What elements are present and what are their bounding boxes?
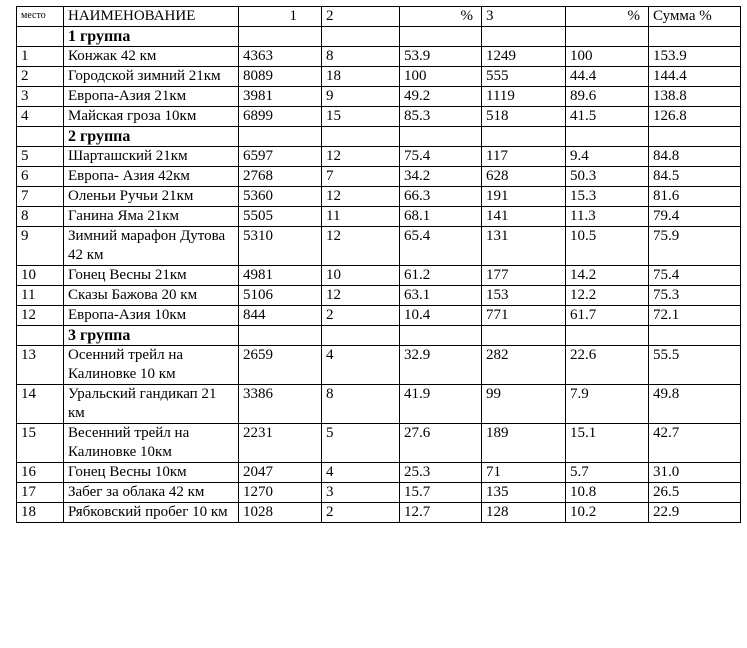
- table-row: [17, 385, 741, 424]
- cell-col3: 141: [482, 207, 566, 227]
- cell-col3: 153: [482, 286, 566, 306]
- cell-pct1: 12.7: [400, 503, 482, 523]
- cell-col3: 1119: [482, 87, 566, 107]
- cell-sum: 72.1: [649, 306, 741, 326]
- header-col2: 2: [322, 7, 400, 27]
- cell-name: Уральский гандикап 21 км: [64, 385, 239, 424]
- cell-col1: 844: [239, 306, 322, 326]
- cell-place: 3: [17, 87, 64, 107]
- cell-col3: 135: [482, 483, 566, 503]
- cell-col1: 8089: [239, 67, 322, 87]
- cell-name: Конжак 42 км: [64, 47, 239, 67]
- cell-place: 15: [17, 424, 64, 463]
- cell-sum: 42.7: [649, 424, 741, 463]
- table-row: [17, 207, 741, 227]
- header-col1: 1: [239, 7, 322, 27]
- group-empty-cell: [400, 127, 482, 147]
- cell-pct2: 61.7: [566, 306, 649, 326]
- cell-col1: 4363: [239, 47, 322, 67]
- cell-col3: 99: [482, 385, 566, 424]
- cell-pct1: 34.2: [400, 167, 482, 187]
- cell-col3: 1249: [482, 47, 566, 67]
- header-col3: 3: [482, 7, 566, 27]
- cell-place: 5: [17, 147, 64, 167]
- cell-place: 16: [17, 463, 64, 483]
- cell-name: Рябковский пробег 10 км: [64, 503, 239, 523]
- group-empty-cell: [239, 127, 322, 147]
- cell-pct1: 41.9: [400, 385, 482, 424]
- cell-col3: 555: [482, 67, 566, 87]
- cell-col3: 518: [482, 107, 566, 127]
- cell-col2: 3: [322, 483, 400, 503]
- cell-col1: 2231: [239, 424, 322, 463]
- cell-pct1: 65.4: [400, 227, 482, 266]
- cell-sum: 79.4: [649, 207, 741, 227]
- group-title: 1 группа: [64, 27, 239, 47]
- cell-col2: 11: [322, 207, 400, 227]
- cell-sum: 75.4: [649, 266, 741, 286]
- cell-name: Шарташский 21км: [64, 147, 239, 167]
- cell-col2: 5: [322, 424, 400, 463]
- cell-sum: 55.5: [649, 346, 741, 385]
- header-sum: Сумма %: [649, 7, 741, 27]
- cell-col3: 189: [482, 424, 566, 463]
- header-name: НАИМЕНОВАНИЕ: [64, 7, 239, 27]
- cell-name: Городской зимний 21км: [64, 67, 239, 87]
- cell-pct2: 5.7: [566, 463, 649, 483]
- header-place: место: [17, 7, 64, 27]
- cell-col2: 15: [322, 107, 400, 127]
- table-row: [17, 306, 741, 326]
- cell-sum: 126.8: [649, 107, 741, 127]
- table-row: [17, 286, 741, 306]
- cell-place: 7: [17, 187, 64, 207]
- cell-col3: 771: [482, 306, 566, 326]
- cell-place: 17: [17, 483, 64, 503]
- group-place-empty: [17, 27, 64, 47]
- table-row: [17, 503, 741, 523]
- cell-col2: 12: [322, 286, 400, 306]
- cell-name: Зимний марафон Дутова 42 км: [64, 227, 239, 266]
- cell-col1: 6597: [239, 147, 322, 167]
- cell-sum: 144.4: [649, 67, 741, 87]
- table-row: [17, 187, 741, 207]
- group-empty-cell: [400, 326, 482, 346]
- cell-col2: 8: [322, 385, 400, 424]
- cell-name: Весенний трейл на Калиновке 10км: [64, 424, 239, 463]
- cell-col3: 191: [482, 187, 566, 207]
- group-empty-cell: [649, 326, 741, 346]
- cell-sum: 75.9: [649, 227, 741, 266]
- group-empty-cell: [649, 127, 741, 147]
- group-empty-cell: [322, 127, 400, 147]
- table-row: [17, 67, 741, 87]
- cell-col2: 8: [322, 47, 400, 67]
- cell-pct1: 25.3: [400, 463, 482, 483]
- cell-pct2: 50.3: [566, 167, 649, 187]
- header-pct2: %: [566, 7, 649, 27]
- cell-pct2: 12.2: [566, 286, 649, 306]
- cell-name: Европа- Азия 42км: [64, 167, 239, 187]
- cell-pct1: 32.9: [400, 346, 482, 385]
- cell-col3: 282: [482, 346, 566, 385]
- cell-pct1: 75.4: [400, 147, 482, 167]
- cell-col1: 1028: [239, 503, 322, 523]
- table-row: [17, 87, 741, 107]
- group-title: 2 группа: [64, 127, 239, 147]
- group-empty-cell: [482, 27, 566, 47]
- cell-name: Гонец Весны 21км: [64, 266, 239, 286]
- cell-col1: 2768: [239, 167, 322, 187]
- table-row: [17, 47, 741, 67]
- cell-pct2: 11.3: [566, 207, 649, 227]
- cell-col3: 177: [482, 266, 566, 286]
- cell-pct1: 10.4: [400, 306, 482, 326]
- group-empty-cell: [322, 27, 400, 47]
- cell-sum: 49.8: [649, 385, 741, 424]
- table-row: [17, 266, 741, 286]
- cell-col3: 117: [482, 147, 566, 167]
- cell-col3: 628: [482, 167, 566, 187]
- cell-sum: 26.5: [649, 483, 741, 503]
- cell-col2: 2: [322, 306, 400, 326]
- group-empty-cell: [482, 127, 566, 147]
- group-empty-cell: [239, 326, 322, 346]
- cell-place: 14: [17, 385, 64, 424]
- cell-sum: 22.9: [649, 503, 741, 523]
- cell-pct1: 100: [400, 67, 482, 87]
- cell-pct2: 15.1: [566, 424, 649, 463]
- group-row: [17, 127, 741, 147]
- cell-pct2: 10.5: [566, 227, 649, 266]
- cell-col1: 5106: [239, 286, 322, 306]
- table-row: [17, 227, 741, 266]
- cell-col2: 12: [322, 147, 400, 167]
- group-place-empty: [17, 127, 64, 147]
- cell-col3: 128: [482, 503, 566, 523]
- cell-name: Сказы Бажова 20 км: [64, 286, 239, 306]
- group-empty-cell: [566, 326, 649, 346]
- cell-place: 9: [17, 227, 64, 266]
- cell-col1: 2659: [239, 346, 322, 385]
- cell-col1: 5360: [239, 187, 322, 207]
- cell-pct2: 44.4: [566, 67, 649, 87]
- group-empty-cell: [400, 27, 482, 47]
- cell-sum: 153.9: [649, 47, 741, 67]
- cell-sum: 75.3: [649, 286, 741, 306]
- cell-name: Майская гроза 10км: [64, 107, 239, 127]
- header-pct1: %: [400, 7, 482, 27]
- cell-place: 1: [17, 47, 64, 67]
- cell-col2: 4: [322, 463, 400, 483]
- cell-pct2: 15.3: [566, 187, 649, 207]
- cell-col3: 131: [482, 227, 566, 266]
- header-row: [17, 7, 741, 27]
- cell-name: Оленьи Ручьи 21км: [64, 187, 239, 207]
- cell-pct1: 49.2: [400, 87, 482, 107]
- cell-pct2: 100: [566, 47, 649, 67]
- cell-col1: 2047: [239, 463, 322, 483]
- results-table: [16, 6, 741, 523]
- group-title: 3 группа: [64, 326, 239, 346]
- table-row: [17, 463, 741, 483]
- table-row: [17, 107, 741, 127]
- cell-name: Забег за облака 42 км: [64, 483, 239, 503]
- cell-col1: 5310: [239, 227, 322, 266]
- cell-pct2: 10.2: [566, 503, 649, 523]
- cell-col2: 12: [322, 187, 400, 207]
- cell-col1: 1270: [239, 483, 322, 503]
- cell-pct2: 10.8: [566, 483, 649, 503]
- table-row: [17, 167, 741, 187]
- cell-col2: 2: [322, 503, 400, 523]
- cell-pct2: 7.9: [566, 385, 649, 424]
- cell-sum: 31.0: [649, 463, 741, 483]
- group-empty-cell: [239, 27, 322, 47]
- cell-pct1: 85.3: [400, 107, 482, 127]
- cell-col2: 9: [322, 87, 400, 107]
- cell-place: 2: [17, 67, 64, 87]
- cell-sum: 84.8: [649, 147, 741, 167]
- group-place-empty: [17, 326, 64, 346]
- cell-pct1: 27.6: [400, 424, 482, 463]
- cell-col1: 6899: [239, 107, 322, 127]
- cell-pct2: 22.6: [566, 346, 649, 385]
- group-empty-cell: [566, 27, 649, 47]
- cell-sum: 84.5: [649, 167, 741, 187]
- table-row: [17, 424, 741, 463]
- table-row: [17, 147, 741, 167]
- group-row: [17, 27, 741, 47]
- cell-col1: 3981: [239, 87, 322, 107]
- cell-place: 4: [17, 107, 64, 127]
- cell-pct1: 63.1: [400, 286, 482, 306]
- cell-name: Ганина Яма 21км: [64, 207, 239, 227]
- cell-pct2: 9.4: [566, 147, 649, 167]
- cell-place: 6: [17, 167, 64, 187]
- cell-place: 8: [17, 207, 64, 227]
- cell-col2: 10: [322, 266, 400, 286]
- cell-col2: 18: [322, 67, 400, 87]
- cell-col2: 7: [322, 167, 400, 187]
- cell-name: Европа-Азия 21км: [64, 87, 239, 107]
- cell-place: 12: [17, 306, 64, 326]
- cell-sum: 138.8: [649, 87, 741, 107]
- cell-pct1: 61.2: [400, 266, 482, 286]
- cell-col1: 3386: [239, 385, 322, 424]
- group-empty-cell: [649, 27, 741, 47]
- cell-name: Гонец Весны 10км: [64, 463, 239, 483]
- cell-sum: 81.6: [649, 187, 741, 207]
- cell-col2: 12: [322, 227, 400, 266]
- cell-pct2: 41.5: [566, 107, 649, 127]
- cell-pct2: 14.2: [566, 266, 649, 286]
- cell-name: Осенний трейл на Калиновке 10 км: [64, 346, 239, 385]
- cell-pct1: 68.1: [400, 207, 482, 227]
- cell-name: Европа-Азия 10км: [64, 306, 239, 326]
- table-body: [17, 7, 741, 523]
- group-empty-cell: [566, 127, 649, 147]
- cell-place: 11: [17, 286, 64, 306]
- cell-col1: 4981: [239, 266, 322, 286]
- cell-pct1: 66.3: [400, 187, 482, 207]
- cell-col1: 5505: [239, 207, 322, 227]
- group-row: [17, 326, 741, 346]
- table-row: [17, 346, 741, 385]
- cell-col2: 4: [322, 346, 400, 385]
- group-empty-cell: [322, 326, 400, 346]
- cell-place: 18: [17, 503, 64, 523]
- table-row: [17, 483, 741, 503]
- cell-pct1: 53.9: [400, 47, 482, 67]
- cell-pct2: 89.6: [566, 87, 649, 107]
- cell-col3: 71: [482, 463, 566, 483]
- cell-place: 13: [17, 346, 64, 385]
- cell-place: 10: [17, 266, 64, 286]
- cell-pct1: 15.7: [400, 483, 482, 503]
- group-empty-cell: [482, 326, 566, 346]
